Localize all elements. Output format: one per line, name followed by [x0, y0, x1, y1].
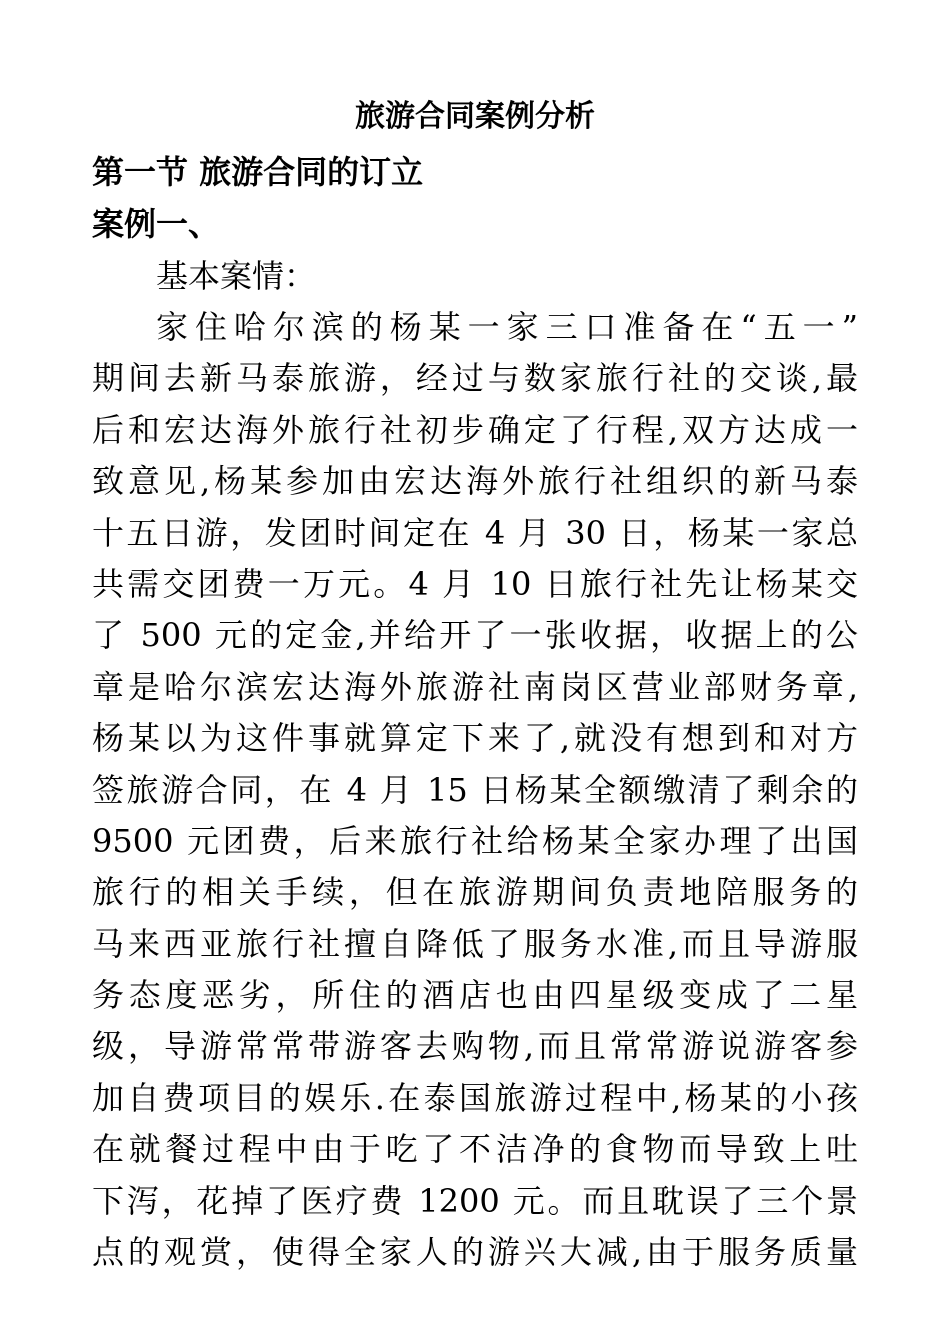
body-line: 致意见,杨某参加由宏达海外旅行社组织的新马泰 [92, 462, 858, 501]
body-line: 共需交团费一万元。4 月 10 日旅行社先让杨某交 [92, 564, 858, 603]
body-line: 9500 元团费，后来旅行社给杨某全家办理了出国 [92, 821, 858, 860]
body-line: 章是哈尔滨宏达海外旅游社南岗区营业部财务章, [92, 667, 858, 706]
body-line: 期间去新马泰旅游，经过与数家旅行社的交谈,最 [92, 359, 858, 398]
body-line: 加自费项目的娱乐.在泰国旅游过程中,杨某的小孩 [92, 1078, 858, 1117]
body-line: 旅行的相关手续，但在旅游期间负责地陪服务的 [92, 873, 858, 912]
body-line: 务态度恶劣，所住的酒店也由四星级变成了二星 [92, 976, 858, 1015]
body-line: 家住哈尔滨的杨某一家三口准备在“五一” [156, 308, 858, 346]
body-line: 后和宏达海外旅行社初步确定了行程,双方达成一 [92, 410, 858, 449]
body-line: 十五日游，发团时间定在 4 月 30 日，杨某一家总 [92, 513, 858, 552]
basic-facts-label: 基本案情： [156, 257, 317, 295]
body-line: 点的观赏，使得全家人的游兴大减,由于服务质量 [92, 1233, 858, 1272]
body-line: 级，导游常常带游客去购物,而且常常游说游客参 [92, 1027, 858, 1066]
case-body [92, 302, 858, 1278]
body-line: 杨某以为这件事就算定下来了,就没有想到和对方 [92, 719, 858, 758]
body-line: 了 500 元的定金,并给开了一张收据，收据上的公 [92, 616, 858, 655]
body-line: 下泻，花掉了医疗费 1200 元。而且耽误了三个景 [92, 1181, 858, 1220]
body-line: 在就餐过程中由于吃了不洁净的食物而导致上吐 [92, 1130, 858, 1169]
case-heading: 案例一、 [92, 205, 221, 243]
body-line: 马来西亚旅行社擅自降低了服务水准,而且导游服 [92, 924, 858, 963]
section-heading: 第一节 旅游合同的订立 [92, 153, 424, 191]
body-line: 签旅游合同，在 4 月 15 日杨某全额缴清了剩余的 [92, 770, 858, 809]
document-title: 旅游合同案例分析 [355, 99, 595, 134]
